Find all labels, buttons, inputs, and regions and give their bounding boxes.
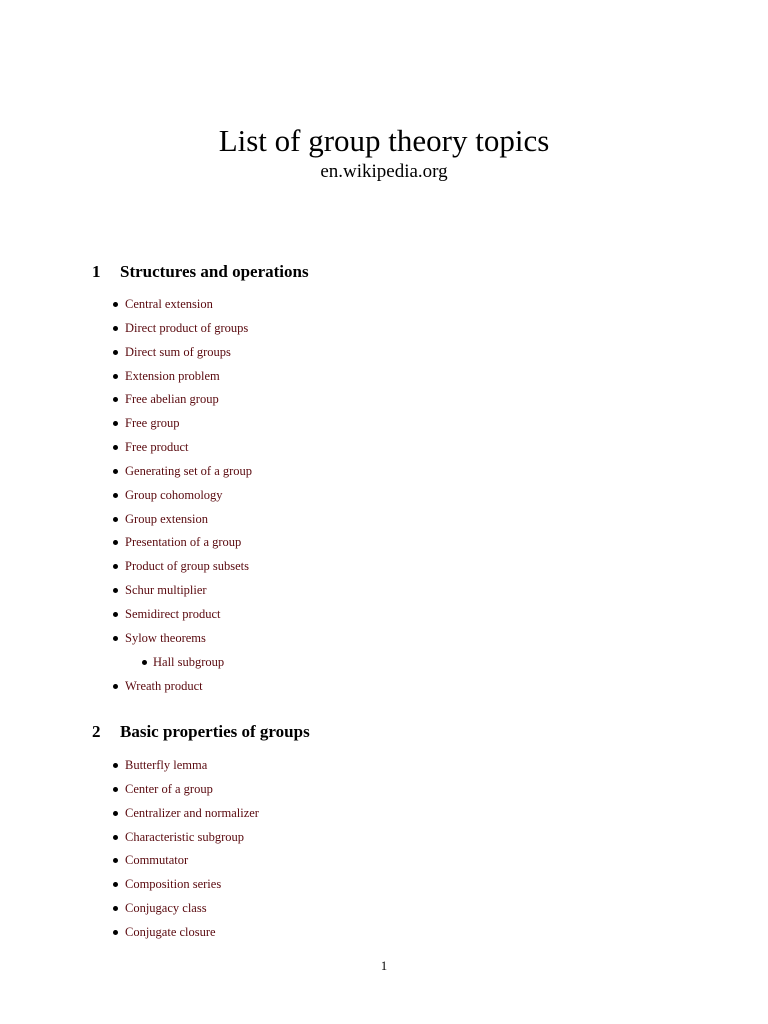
topic-link[interactable]: Extension problem bbox=[125, 368, 220, 383]
bullet-icon bbox=[113, 421, 118, 426]
topic-link[interactable]: Free abelian group bbox=[125, 392, 219, 407]
topic-link[interactable]: Direct product of groups bbox=[125, 320, 249, 335]
topic-link[interactable]: Butterfly lemma bbox=[125, 758, 208, 772]
section-heading-2 bbox=[92, 721, 310, 743]
topic-link[interactable]: Hall subgroup bbox=[153, 654, 225, 669]
bullet-icon bbox=[113, 397, 118, 402]
topic-link[interactable]: Generating set of a group bbox=[125, 463, 253, 478]
topic-link[interactable]: Presentation of a group bbox=[125, 535, 242, 550]
topic-link[interactable]: Product of group subsets bbox=[125, 559, 249, 574]
topic-link[interactable]: Conjugacy class bbox=[125, 901, 207, 916]
topic-link[interactable]: Direct sum of groups bbox=[125, 344, 231, 359]
bullet-icon bbox=[113, 612, 118, 617]
bullet-icon bbox=[113, 350, 118, 355]
bullet-icon bbox=[113, 636, 118, 641]
bullet-icon bbox=[113, 326, 118, 331]
bullet-icon bbox=[113, 445, 118, 450]
section-heading-1 bbox=[92, 261, 309, 283]
topic-link[interactable]: Free product bbox=[125, 440, 189, 455]
bullet-icon bbox=[113, 517, 118, 522]
topic-link[interactable]: Conjugate closure bbox=[125, 924, 216, 939]
bullet-icon bbox=[113, 684, 118, 689]
bullet-icon bbox=[113, 588, 118, 593]
bullet-icon bbox=[142, 660, 147, 665]
section-title: Structures and operations bbox=[120, 262, 309, 281]
topic-link[interactable]: Free group bbox=[125, 416, 180, 431]
topic-link[interactable]: Group extension bbox=[125, 511, 208, 526]
topic-link[interactable]: Commutator bbox=[125, 853, 189, 868]
page-number: 1 bbox=[380, 959, 388, 973]
bullet-icon bbox=[113, 374, 118, 379]
topic-link[interactable]: Semidirect product bbox=[125, 606, 221, 621]
topic-link[interactable]: Composition series bbox=[125, 877, 222, 892]
bullet-icon bbox=[113, 811, 118, 816]
topic-link[interactable]: Sylow theorems bbox=[125, 630, 206, 645]
bullet-icon bbox=[113, 302, 118, 307]
topic-link[interactable]: Central extension bbox=[125, 297, 213, 311]
bullet-icon bbox=[113, 858, 118, 863]
topic-link[interactable]: Characteristic subgroup bbox=[125, 829, 245, 844]
section-number: 1 bbox=[92, 262, 101, 281]
bullet-icon bbox=[113, 882, 118, 887]
bullet-icon bbox=[113, 906, 118, 911]
bullet-icon bbox=[113, 540, 118, 545]
bullet-icon bbox=[113, 469, 118, 474]
topic-link[interactable]: Group cohomology bbox=[125, 487, 223, 502]
bullet-icon bbox=[113, 564, 118, 569]
section-title: Basic properties of groups bbox=[120, 722, 310, 741]
topic-link[interactable]: Center of a group bbox=[125, 781, 213, 796]
topic-link[interactable]: Centralizer and normalizer bbox=[125, 805, 259, 820]
bullet-icon bbox=[113, 493, 118, 498]
section-number: 2 bbox=[92, 722, 101, 741]
bullet-icon bbox=[113, 835, 118, 840]
bullet-icon bbox=[113, 930, 118, 935]
topic-link[interactable]: Wreath product bbox=[125, 678, 203, 693]
document-title: List of group theory topics bbox=[218, 123, 550, 158]
bullet-icon bbox=[113, 763, 118, 768]
topic-link[interactable]: Schur multiplier bbox=[125, 583, 207, 598]
bullet-icon bbox=[113, 787, 118, 792]
document-subtitle: en.wikipedia.org bbox=[320, 161, 448, 182]
